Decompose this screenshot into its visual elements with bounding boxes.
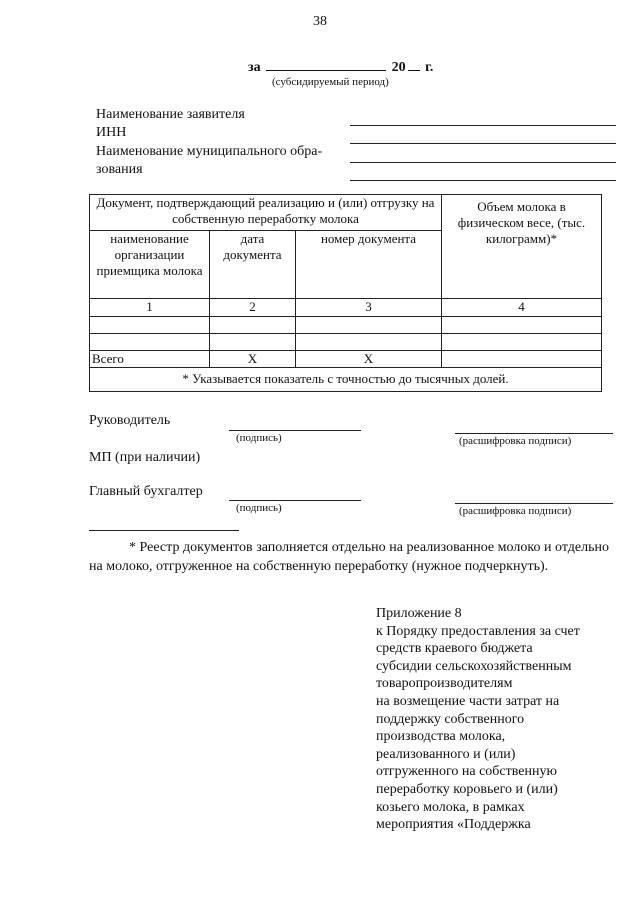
header-volume: Объем молока в физическом весе, (тыс. килограмм)* — [442, 195, 602, 299]
appendix-block — [376, 605, 626, 834]
appendix-line: поддержку собственного — [376, 711, 525, 727]
appendix-line: товаропроизводителям — [376, 676, 513, 692]
col-number-2: 2 — [210, 299, 296, 317]
page-number: 38 — [313, 14, 327, 29]
table-cell — [210, 334, 296, 351]
municipality-line-2 — [350, 180, 616, 181]
footnote-separator — [89, 530, 239, 531]
table-cell — [210, 317, 296, 334]
appendix-line: производства молока, — [376, 729, 506, 745]
accountant-sign-caption: (подпись) — [236, 502, 282, 514]
appendix-line: переработку коровьего и (или) — [376, 781, 558, 797]
header-document-group: Документ, подтверждающий реализацию и (или) отгрузку на собственную переработку молока — [90, 195, 442, 231]
period-year-suffix: г. — [425, 60, 434, 75]
appendix-line: отгруженного на собственную — [376, 764, 557, 780]
period-year-blank — [408, 58, 420, 71]
table-footnote: * Указывается показатель с точностью до тысячных долей. — [90, 368, 602, 392]
appendix-line: к Порядку предоставления за счет — [376, 623, 580, 639]
director-sign-caption: (подпись) — [236, 432, 282, 444]
table-cell — [90, 334, 210, 351]
accountant-sign-line — [229, 500, 361, 501]
period-prefix: за — [248, 60, 261, 75]
registry-footnote: * Реестр документов заполняется отдельно на реализованное молоко и отдельно на молоко, отгруженное на собственную переработку (нужное подчеркнуть). — [89, 540, 609, 574]
col-number-4: 4 — [442, 299, 602, 317]
accountant-label: Главный бухгалтер — [89, 484, 203, 499]
appendix-line: субсидии сельскохозяйственным — [376, 658, 572, 674]
inn-line — [350, 143, 616, 144]
header-doc-date: дата документа — [210, 231, 296, 299]
header-doc-number: номер документа — [296, 231, 442, 299]
period-line — [248, 58, 433, 76]
table-cell — [90, 317, 210, 334]
header-org-name: наименование организации приемщика молока — [90, 231, 210, 299]
period-caption: (субсидируемый период) — [272, 76, 389, 88]
documents-table — [89, 194, 602, 392]
col-number-1: 1 — [90, 299, 210, 317]
total-label: Всего — [90, 351, 210, 368]
appendix-line: мероприятия «Поддержка — [376, 817, 531, 833]
table-cell — [442, 334, 602, 351]
municipality-label-line2: зования — [96, 162, 143, 177]
municipality-line — [350, 162, 616, 163]
appendix-line: козьего молока, в рамках — [376, 799, 525, 815]
appendix-line: на возмещение части затрат на — [376, 693, 560, 709]
municipality-label-line1: Наименование муниципального обра- — [96, 144, 323, 159]
director-sign-line — [229, 430, 361, 431]
table-cell — [296, 317, 442, 334]
table-cell — [296, 334, 442, 351]
period-blank — [266, 58, 386, 71]
total-date-x: Х — [210, 351, 296, 368]
accountant-decode-caption: (расшифровка подписи) — [459, 505, 572, 517]
director-decode-line — [455, 433, 613, 434]
accountant-decode-line — [455, 503, 613, 504]
appendix-title: Приложение 8 — [376, 606, 462, 621]
period-year-prefix: 20 — [391, 60, 406, 75]
inn-label: ИНН — [96, 125, 127, 140]
appendix-line: средств краевого бюджета — [376, 641, 533, 657]
col-number-3: 3 — [296, 299, 442, 317]
appendix-line: реализованного и (или) — [376, 746, 516, 762]
table-cell — [442, 317, 602, 334]
applicant-name-line — [350, 125, 616, 126]
stamp-label: МП (при наличии) — [89, 450, 201, 465]
director-decode-caption: (расшифровка подписи) — [459, 435, 572, 447]
total-volume — [442, 351, 602, 368]
total-number-x: Х — [296, 351, 442, 368]
applicant-name-label: Наименование заявителя — [96, 107, 245, 122]
director-label: Руководитель — [89, 413, 171, 428]
